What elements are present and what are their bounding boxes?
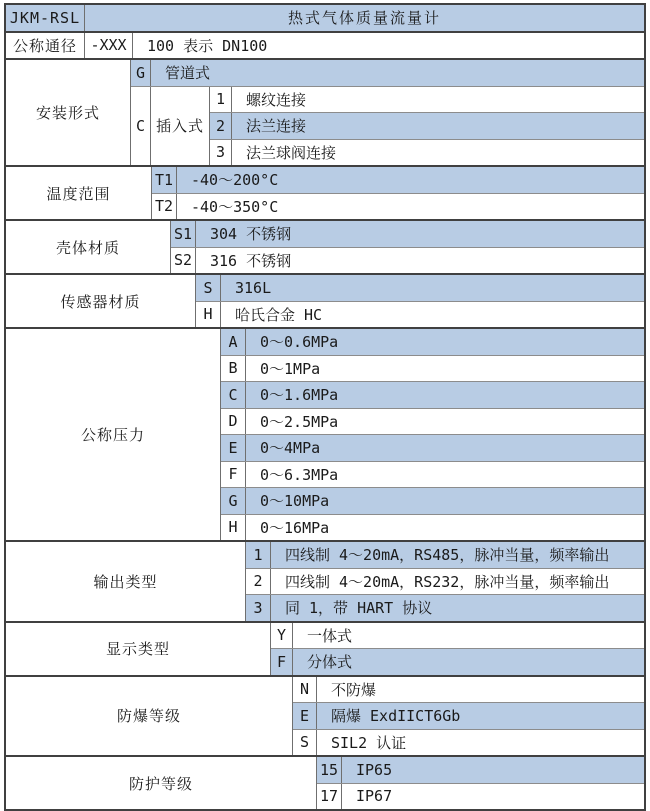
connection-name: 螺纹连接: [246, 90, 307, 109]
pressure-label: 公称压力: [6, 329, 221, 540]
pressure-code: G: [221, 488, 246, 514]
explosion-value: 隔爆 ExdIICT6Gb: [331, 707, 461, 726]
connection-name: 法兰连接: [246, 117, 307, 136]
protection-value: IP65: [356, 760, 393, 779]
temperature-section: [6, 165, 644, 219]
diameter-label: 公称通径: [6, 33, 85, 59]
explosion-code: N: [293, 677, 317, 703]
sensor-value: 哈氏合金 HC: [235, 305, 323, 324]
output-value: 同 1，带 HART 协议: [285, 599, 433, 618]
pressure-value: 0～4MPa: [260, 439, 321, 458]
protection-label: 防护等级: [6, 757, 317, 809]
sensor-label: 传感器材质: [6, 275, 196, 327]
explosion-code: S: [293, 730, 317, 756]
protection-code: 17: [317, 784, 342, 810]
insertion-name: 插入式: [151, 87, 210, 166]
output-label: 输出类型: [6, 542, 246, 621]
housing-label: 壳体材质: [6, 221, 171, 273]
display-value: 一体式: [307, 626, 353, 645]
output-code: 2: [246, 569, 271, 595]
explosion-value: 不防爆: [331, 680, 377, 699]
temperature-value: -40～350°C: [191, 197, 279, 216]
spec-table: [4, 3, 646, 811]
sensor-section: [6, 273, 644, 327]
diameter-code: -XXX: [85, 33, 133, 59]
insertion-code: C: [131, 87, 151, 166]
display-code: Y: [271, 623, 293, 649]
display-label: 显示类型: [6, 623, 271, 675]
connection-code: 1: [210, 87, 232, 113]
temperature-code: T2: [152, 194, 177, 220]
sensor-code: S: [196, 275, 221, 301]
display-code: F: [271, 649, 293, 675]
sensor-value: 316L: [235, 278, 272, 297]
housing-value: 304 不锈钢: [210, 225, 292, 244]
explosion-label: 防爆等级: [6, 677, 293, 756]
insertion-subsection: [131, 86, 644, 166]
protection-code: 15: [317, 757, 342, 783]
pressure-value: 0～1MPa: [260, 359, 321, 378]
output-code: 3: [246, 595, 271, 621]
housing-code: S1: [171, 221, 196, 247]
pressure-code: A: [221, 329, 246, 355]
connection-name: 法兰球阀连接: [246, 143, 337, 162]
temperature-label: 温度范围: [6, 167, 152, 219]
header-section: [6, 5, 644, 31]
product-title: 热式气体质量流量计: [287, 9, 441, 28]
explosion-value: SIL2 认证: [331, 733, 407, 752]
connection-code: 2: [210, 113, 232, 139]
pressure-code: D: [221, 409, 246, 435]
housing-value: 316 不锈钢: [210, 251, 292, 270]
pressure-section: [6, 327, 644, 540]
pressure-value: 0～6.3MPa: [260, 465, 339, 484]
sensor-code: H: [196, 302, 221, 328]
pressure-code: F: [221, 462, 246, 488]
explosion-code: E: [293, 703, 317, 729]
installation-pipe-name: 管道式: [165, 64, 211, 83]
protection-section: [6, 755, 644, 809]
diameter-section: [6, 31, 644, 59]
installation-pipe-code: G: [131, 60, 151, 86]
pressure-code: E: [221, 435, 246, 461]
output-section: [6, 540, 644, 621]
installation-section: [6, 58, 644, 165]
pressure-code: B: [221, 356, 246, 382]
output-code: 1: [246, 542, 271, 568]
protection-value: IP67: [356, 787, 393, 806]
installation-label: 安装形式: [6, 60, 131, 165]
pressure-code: H: [221, 515, 246, 541]
housing-section: [6, 219, 644, 273]
temperature-code: T1: [152, 167, 177, 193]
output-value: 四线制 4～20mA，RS485，脉冲当量，频率输出: [285, 546, 610, 565]
pressure-value: 0～2.5MPa: [260, 412, 339, 431]
explosion-section: [6, 675, 644, 756]
housing-code: S2: [171, 248, 196, 274]
connection-code: 3: [210, 140, 232, 166]
temperature-value: -40～200°C: [191, 171, 279, 190]
pressure-value: 0～10MPa: [260, 492, 330, 511]
pressure-value: 0～1.6MPa: [260, 386, 339, 405]
pressure-value: 0～16MPa: [260, 518, 330, 537]
output-value: 四线制 4～20mA，RS232，脉冲当量，频率输出: [285, 572, 610, 591]
display-value: 分体式: [307, 653, 353, 672]
model-code-cell: JKM-RSL: [6, 5, 85, 31]
display-section: [6, 621, 644, 675]
pressure-code: C: [221, 382, 246, 408]
diameter-desc: 100 表示 DN100: [147, 36, 268, 55]
pressure-value: 0～0.6MPa: [260, 333, 339, 352]
